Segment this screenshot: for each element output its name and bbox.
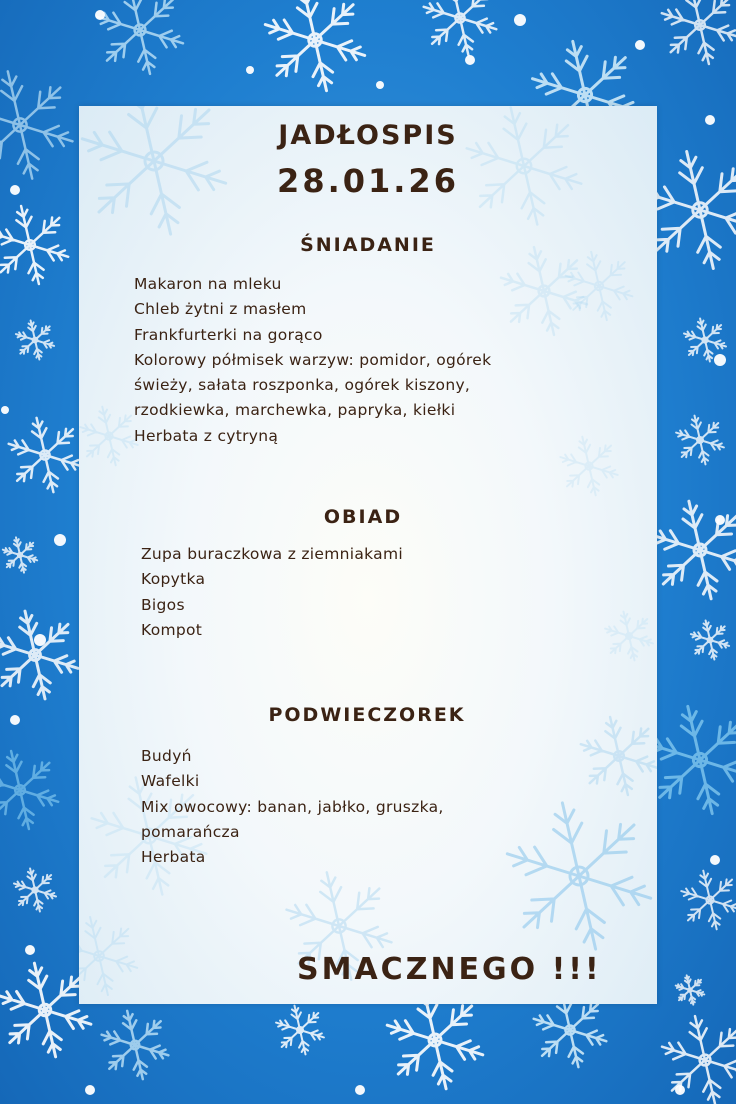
- snowflake-icon: [3, 537, 37, 572]
- snowflake-icon: [0, 963, 91, 1057]
- list-item: Bigos: [141, 595, 185, 614]
- snow-dot: [246, 66, 254, 74]
- snowflake-icon: [102, 1011, 169, 1079]
- snow-dot: [34, 634, 46, 646]
- list-item: świeży, sałata roszponka, ogórek kiszony,: [134, 376, 471, 395]
- list-item: Herbata: [141, 848, 206, 867]
- snow-dot: [54, 534, 66, 546]
- snowflake-icon: [14, 869, 56, 912]
- snowflake-icon: [387, 991, 483, 1089]
- snowflake-icon: [605, 612, 653, 661]
- snow-dot: [705, 115, 715, 125]
- snowflake-icon: [0, 611, 78, 699]
- snowflake-icon: [534, 993, 607, 1067]
- snow-dot: [355, 1085, 365, 1095]
- snowflake-icon: [265, 0, 364, 91]
- snow-dot: [514, 14, 526, 26]
- snowflake-icon: [0, 71, 73, 178]
- snowflake-icon: [0, 206, 68, 284]
- list-item: rzodkiewka, marchewka, papryka, kiełki: [134, 401, 456, 420]
- snowflake-icon: [691, 621, 729, 660]
- menu-title: JADŁOSPIS: [278, 120, 458, 151]
- lunch-heading: OBIAD: [323, 506, 403, 528]
- snow-dot: [715, 515, 725, 525]
- list-item: Mix owocowy: banan, jabłko, gruszka,: [141, 797, 444, 816]
- snow-dot: [710, 855, 720, 865]
- list-item: Makaron na mleku: [134, 275, 282, 293]
- snowflake-icon: [507, 803, 650, 949]
- list-item: Kompot: [141, 620, 203, 639]
- snack-list: [141, 744, 444, 870]
- snow-dot: [10, 185, 20, 195]
- list-item: Chleb żytni z masłem: [134, 300, 307, 319]
- menu-date: 28.01.26: [277, 162, 459, 200]
- snowflake-icon: [662, 0, 736, 64]
- list-item: Herbata z cytryną: [134, 426, 279, 445]
- list-item: pomarańcza: [141, 822, 240, 841]
- snow-dot: [25, 945, 35, 955]
- snow-dot: [376, 81, 384, 89]
- snowflake-icon: [16, 321, 54, 360]
- breakfast-heading: ŚNIADANIE: [300, 234, 436, 256]
- snowflake-icon: [424, 0, 497, 55]
- snow-dot: [635, 40, 645, 50]
- list-item: Kopytka: [141, 570, 206, 589]
- lunch-list: [141, 542, 403, 643]
- snow-dot: [95, 10, 105, 20]
- list-item: Frankfurterki na gorąco: [134, 325, 323, 344]
- snowflake-icon: [276, 1006, 324, 1055]
- snowflake-icon: [652, 501, 736, 599]
- snack-heading: PODWIECZOREK: [268, 704, 466, 726]
- list-item: Kolorowy półmisek warzyw: pomidor, ogórek: [134, 350, 492, 369]
- snowflake-icon: [676, 975, 705, 1004]
- list-item: Wafelki: [141, 772, 200, 791]
- snow-dot: [10, 715, 20, 725]
- snowflake-icon: [662, 1016, 736, 1104]
- snow-dot: [85, 1085, 95, 1095]
- snowflake-icon: [581, 717, 657, 795]
- snowflake-icon: [681, 871, 736, 930]
- snowflake-icon: [97, 0, 183, 74]
- snowflake-icon: [676, 416, 724, 465]
- breakfast-list: [134, 272, 491, 449]
- closing-text: SMACZNEGO !!!: [297, 952, 602, 987]
- snowflake-icon: [0, 751, 58, 829]
- list-item: Budyń: [141, 747, 192, 765]
- snowflake-icon: [560, 437, 617, 496]
- snow-dot: [1, 406, 9, 414]
- snow-dot: [714, 354, 726, 366]
- list-item: Zupa buraczkowa z ziemniakami: [141, 545, 403, 563]
- snowflake-icon: [9, 418, 82, 492]
- snow-dot: [675, 1085, 685, 1095]
- menu-card: [79, 106, 657, 1004]
- snow-dot: [465, 55, 475, 65]
- snowflake-icon: [501, 247, 587, 335]
- snowflake-icon: [648, 706, 736, 813]
- snowflake-icon: [79, 917, 137, 995]
- snowflake-icon: [80, 407, 137, 466]
